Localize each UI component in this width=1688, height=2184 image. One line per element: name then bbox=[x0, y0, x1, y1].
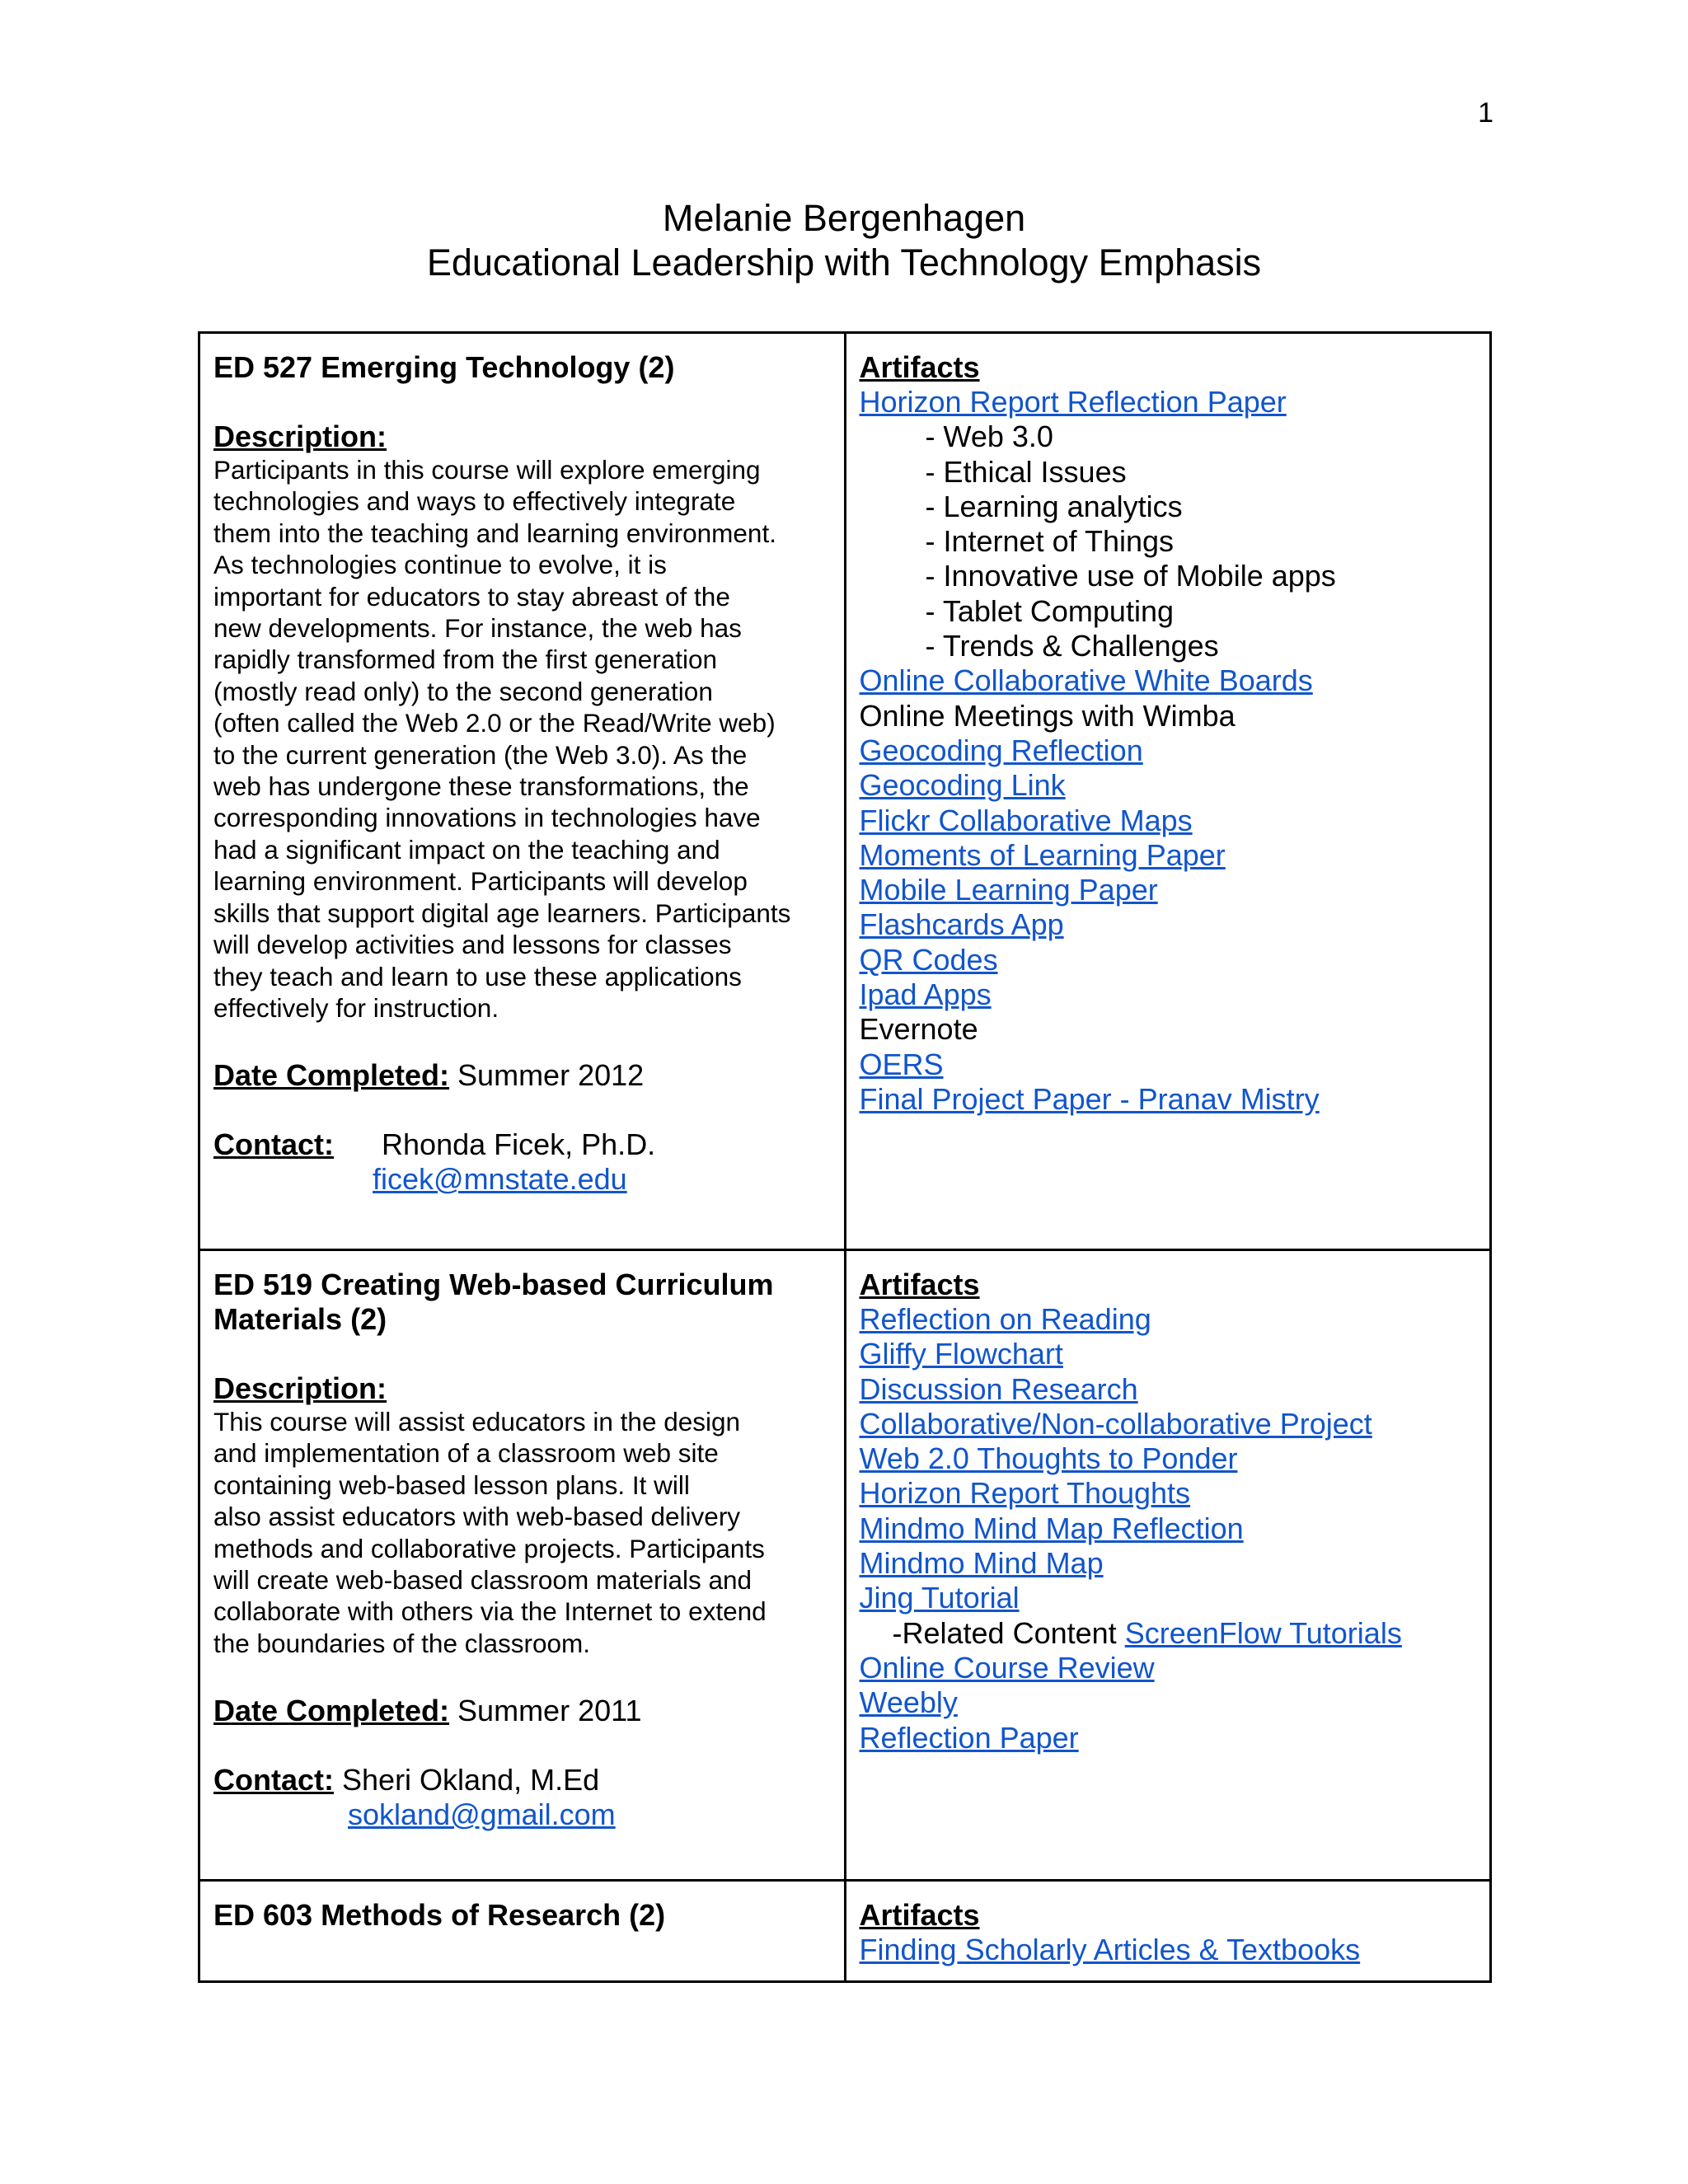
artifact-link[interactable]: Horizon Report Thoughts bbox=[859, 1476, 1191, 1511]
course-description bbox=[213, 1406, 831, 1659]
contact bbox=[213, 1763, 831, 1797]
artifact-subitem: - Trends & Challenges bbox=[925, 629, 1219, 663]
related-content bbox=[860, 1616, 1477, 1651]
date-completed-value: Summer 2012 bbox=[457, 1058, 645, 1093]
contact-email-link[interactable]: ficek@mnstate.edu bbox=[373, 1162, 627, 1197]
description-line: (mostly read only) to the second generation bbox=[213, 676, 713, 706]
course-description bbox=[213, 454, 831, 1024]
description-line: the boundaries of the classroom. bbox=[213, 1628, 591, 1658]
page-number: 1 bbox=[1478, 97, 1493, 129]
artifact-link[interactable]: Reflection Paper bbox=[859, 1720, 1079, 1755]
description-line: had a significant impact on the teaching and bbox=[213, 834, 720, 865]
artifact-link[interactable]: Discussion Research bbox=[859, 1371, 1138, 1406]
contact-label: Contact: bbox=[213, 1127, 334, 1162]
description-line: web has undergone these transformations, the bbox=[213, 771, 749, 802]
artifact-link[interactable]: Online Course Review bbox=[859, 1650, 1155, 1685]
artifact-subitem: - Web 3.0 bbox=[925, 419, 1053, 454]
artifacts-cell bbox=[845, 333, 1491, 1250]
document-title bbox=[0, 196, 1688, 285]
related-content-label: -Related Content bbox=[892, 1615, 1117, 1650]
artifact-subitem: - Innovative use of Mobile apps bbox=[925, 559, 1336, 593]
contact-name: Sheri Okland, M.Ed bbox=[342, 1763, 600, 1797]
artifact-link[interactable]: Online Collaborative White Boards bbox=[859, 663, 1313, 698]
artifacts-cell bbox=[845, 1881, 1491, 1982]
contact-label: Contact: bbox=[213, 1763, 334, 1797]
artifact-subitem: - Learning analytics bbox=[925, 489, 1183, 523]
description-line: will create web-based classroom materials and bbox=[213, 1565, 753, 1596]
description-line: and implementation of a classroom web site bbox=[213, 1438, 719, 1469]
artifact-link[interactable]: Ipad Apps bbox=[859, 977, 992, 1012]
artifact-text: Online Meetings with Wimba bbox=[859, 698, 1236, 733]
artifact-subitem: - Ethical Issues bbox=[925, 454, 1127, 489]
description-line: rapidly transformed from the first generation bbox=[213, 644, 718, 675]
course-title-line: ED 519 Creating Web-based Curriculum bbox=[213, 1268, 774, 1301]
course-row bbox=[199, 1250, 1491, 1881]
description-line: important for educators to stay abreast of the bbox=[213, 581, 730, 612]
course-title bbox=[213, 1268, 831, 1337]
artifact-link[interactable]: Mobile Learning Paper bbox=[859, 873, 1158, 907]
course-info-cell bbox=[199, 1881, 846, 1982]
artifact-text: Evernote bbox=[859, 1012, 978, 1047]
artifact-subitem: - Tablet Computing bbox=[925, 593, 1174, 628]
description-line: (often called the Web 2.0 or the Read/Write web) bbox=[213, 708, 776, 738]
artifacts-cell bbox=[845, 1250, 1491, 1881]
artifacts-label: Artifacts bbox=[859, 1268, 980, 1301]
artifact-link[interactable]: ScreenFlow Tutorials bbox=[1124, 1615, 1402, 1650]
artifact-link[interactable]: Flashcards App bbox=[859, 907, 1064, 942]
date-completed-label: Date Completed: bbox=[213, 1058, 450, 1093]
description-line: new developments. For instance, the web has bbox=[213, 613, 742, 644]
description-line: also assist educators with web-based delivery bbox=[213, 1502, 741, 1532]
course-title: ED 527 Emerging Technology (2) bbox=[213, 350, 675, 384]
artifact-link[interactable]: Horizon Report Reflection Paper bbox=[859, 385, 1287, 419]
contact bbox=[213, 1127, 831, 1162]
contact-email-link[interactable]: sokland@gmail.com bbox=[348, 1797, 616, 1832]
date-completed bbox=[213, 1058, 831, 1093]
description-line: effectively for instruction. bbox=[213, 992, 499, 1023]
artifact-link[interactable]: Geocoding Reflection bbox=[859, 733, 1143, 767]
author-name: Melanie Bergenhagen bbox=[662, 197, 1026, 239]
description-line: learning environment. Participants will develop bbox=[213, 866, 748, 897]
description-line: to the current generation (the Web 3.0). As the bbox=[213, 739, 748, 770]
description-line: they teach and learn to use these applications bbox=[213, 961, 742, 991]
artifact-link[interactable]: Reflection on Reading bbox=[859, 1302, 1151, 1336]
date-completed-value: Summer 2011 bbox=[457, 1694, 642, 1728]
description-line: This course will assist educators in the design bbox=[213, 1407, 741, 1436]
artifact-link[interactable]: Geocoding Link bbox=[859, 768, 1066, 803]
course-row bbox=[199, 333, 1491, 1250]
artifacts-label: Artifacts bbox=[859, 1898, 980, 1932]
artifact-link[interactable]: Jing Tutorial bbox=[859, 1581, 1020, 1615]
program-title: Educational Leadership with Technology Emphasis bbox=[426, 241, 1262, 284]
description-line: them into the teaching and learning environment. bbox=[213, 518, 776, 548]
date-completed-label: Date Completed: bbox=[213, 1694, 450, 1728]
description-line: containing web-based lesson plans. It will bbox=[213, 1469, 690, 1500]
artifact-link[interactable]: Web 2.0 Thoughts to Ponder bbox=[859, 1441, 1238, 1476]
description-line: Participants in this course will explore emerging bbox=[213, 455, 761, 485]
artifact-link[interactable]: Gliffy Flowchart bbox=[859, 1337, 1063, 1371]
courses-table bbox=[198, 331, 1492, 1983]
artifact-link[interactable]: Finding Scholarly Articles & Textbooks bbox=[859, 1933, 1361, 1966]
description-label: Description: bbox=[213, 419, 387, 453]
course-title: ED 603 Methods of Research (2) bbox=[213, 1898, 666, 1932]
description-line: will develop activities and lessons for classes bbox=[213, 930, 732, 960]
artifact-link[interactable]: Final Project Paper - Pranav Mistry bbox=[859, 1081, 1320, 1116]
artifact-link[interactable]: Weebly bbox=[859, 1685, 958, 1720]
description-line: technologies and ways to effectively integrate bbox=[213, 486, 736, 517]
description-label: Description: bbox=[213, 1371, 387, 1405]
artifact-link[interactable]: Flickr Collaborative Maps bbox=[859, 803, 1193, 837]
description-line: As technologies continue to evolve, it is bbox=[213, 550, 667, 580]
artifact-link[interactable]: OERS bbox=[859, 1047, 944, 1081]
artifact-link[interactable]: Collaborative/Non-collaborative Project bbox=[859, 1406, 1372, 1441]
course-info-cell bbox=[199, 333, 846, 1250]
artifact-link[interactable]: Mindmo Mind Map Reflection bbox=[859, 1511, 1244, 1545]
description-line: skills that support digital age learners. Participants bbox=[213, 898, 791, 928]
description-line: methods and collaborative projects. Participants bbox=[213, 1533, 765, 1563]
description-line: corresponding innovations in technologies have bbox=[213, 803, 761, 833]
course-info-cell bbox=[199, 1250, 846, 1881]
course-row bbox=[199, 1881, 1491, 1982]
artifact-link[interactable]: QR Codes bbox=[859, 942, 998, 977]
artifact-subitem: - Internet of Things bbox=[925, 524, 1174, 559]
description-line: collaborate with others via the Internet to extend bbox=[213, 1596, 767, 1627]
course-title-line: Materials (2) bbox=[213, 1302, 387, 1336]
contact-name: Rhonda Ficek, Ph.D. bbox=[382, 1127, 656, 1162]
date-completed bbox=[213, 1694, 831, 1728]
artifact-link[interactable]: Moments of Learning Paper bbox=[859, 837, 1226, 872]
artifact-link[interactable]: Mindmo Mind Map bbox=[859, 1546, 1104, 1581]
artifacts-label: Artifacts bbox=[859, 350, 980, 384]
